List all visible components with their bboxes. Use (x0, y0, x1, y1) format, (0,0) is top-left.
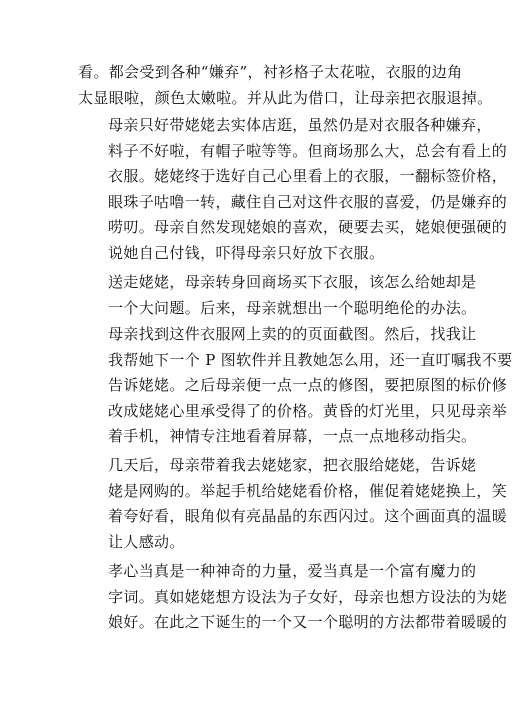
text-line: 让人感动。 (108, 532, 185, 551)
text-line: 唠叨。母亲自然发现姥娘的喜欢，硬要去买，姥娘便强硬的 (108, 218, 508, 236)
text-line: 母亲只好带姥姥去实体店逛，虽然仍是对衣服各种嫌弃， (108, 116, 492, 134)
text-line: 衣服。姥姥终于选好自己心里看上的衣服，一翻标签价格， (108, 167, 508, 185)
text-line: 告诉姥姥。之后母亲便一点一点的修图，要把原图的标价修 (108, 376, 508, 394)
text-line: 孝心当真是一种神奇的力量，爱当真是一个富有魔力的 (108, 562, 477, 580)
paragraph-5 (78, 453, 508, 555)
text-line: 太显眼啦，颜色太嫩啦。并从此为借口，让母亲把衣服退掉。 (78, 88, 493, 107)
text-line: 送走姥姥，母亲转身回商场买下衣服，该怎么给她却是 (108, 273, 477, 291)
paragraph-1 (78, 60, 493, 111)
paragraph-6 (78, 559, 508, 636)
text-line: 眼珠子咕噜一转，藏住自己对这件衣服的喜爱，仍是嫌弃的 (108, 192, 508, 211)
paragraph-3 (78, 270, 477, 321)
text-line: 娘好。在此之下诞生的一个又一个聪明的方法都带着暖暖的 (108, 613, 508, 631)
text-line: 字词。真如姥姥想方设法为子女好，母亲也想方设法的为姥 (108, 587, 508, 606)
text-line: 姥是网购的。举起手机给姥姥看价格，催促着姥姥换上，笑 (108, 481, 508, 500)
text-line: 看。都会受到各种“嫌弃”，衬衫格子太花啦，衣服的边角 (78, 63, 463, 81)
text-line: 说她自己付钱，吓得母亲只好放下衣服。 (108, 243, 385, 262)
text-line: 改成姥姥心里承受得了的价格。黄昏的灯光里，只见母亲举 (108, 401, 508, 420)
text-line: 母亲找到这件衣服网上卖的的页面截图。然后，找我让 (108, 325, 477, 343)
text-line: 着夸好看，眼角似有亮晶晶的东西闪过。这个画面真的温暖 (108, 507, 508, 525)
text-line: 几天后，母亲带着我去姥姥家，把衣服给姥姥，告诉姥 (108, 456, 477, 474)
paragraph-2 (78, 113, 508, 266)
text-line: 料子不好啦，有帽子啦等等。但商场那么大，总会有看上的 (108, 141, 508, 160)
text-line: 着手机，神情专注地看着屏幕，一点一点地移动指尖。 (108, 427, 477, 445)
text-line: 一个大问题。后来，母亲就想出一个聪明绝伦的办法。 (108, 298, 477, 317)
paragraph-4 (78, 322, 512, 450)
text-line: 我帮她下一个 P 图软件并且教她怎么用，还一直叮嘱我不要 (108, 350, 512, 369)
